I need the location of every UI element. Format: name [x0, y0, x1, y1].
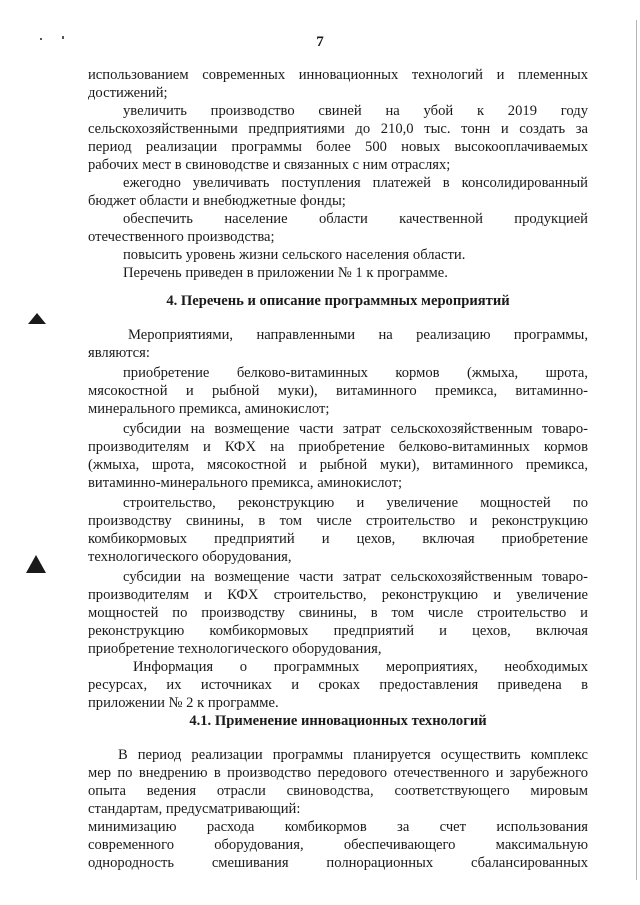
text-line: обеспечить население области качественной продукцией	[123, 211, 588, 227]
text-line: В период реализации программы планируется осуществить комплекс	[118, 747, 588, 763]
text-line: повысить уровень жизни сельского населения области.	[123, 247, 466, 263]
text-line: ресурсах, их источниках и сроках предоставления приведена в	[88, 677, 588, 693]
text-line: стандартам, предусматривающий:	[88, 801, 301, 817]
text-line: бюджет области и внебюджетные фонды;	[88, 193, 346, 209]
text-line: реконструкцию комбикормовых предприятий и цехов, включая	[88, 623, 588, 639]
text-line: достижений;	[88, 85, 168, 101]
text-line: мер по внедрению в производство передового отечественного и зарубежного	[88, 765, 588, 781]
page-number: 7	[316, 34, 324, 50]
text-line: витаминно-минерального премикса, аминокислот;	[88, 475, 403, 491]
text-line: приобретение белково-витаминных кормов (жмыха, шрота,	[123, 365, 588, 381]
text-line: Информация о программных мероприятиях, необходимых	[133, 659, 588, 675]
text-line: минимизацию расхода комбикормов за счет использования	[88, 819, 588, 835]
text-line: сельскохозяйственными предприятиями до 210,0 тыс. тонн и создать за	[88, 121, 588, 137]
text-line: производству свинины, в том числе строительство и реконструкцию	[88, 513, 588, 529]
text-line: использованием современных инновационных технологий и племенных	[88, 67, 588, 83]
text-line: период реализации программы более 500 новых высокооплачиваемых	[88, 139, 588, 155]
text-line: увеличить производство свиней на убой к 2019 году	[123, 103, 588, 119]
text-line: мощностей по производству свинины, в том числе строительство и	[88, 605, 588, 621]
text-line: комбикормовых предприятий и цехов, включая приобретение	[88, 531, 588, 547]
scan-speck	[62, 36, 64, 39]
section-heading: 4. Перечень и описание программных мероприятий	[166, 293, 510, 309]
text-line: являются:	[88, 345, 150, 361]
text-line: (жмыха, шрота, мясокостной и рыбной муки), витаминного премикса,	[88, 457, 588, 473]
scan-speck	[40, 38, 42, 40]
text-line: Мероприятиями, направленными на реализацию программы,	[128, 327, 588, 343]
binding-hole-mark-2	[26, 555, 46, 573]
text-line: Перечень приведен в приложении № 1 к программе.	[123, 265, 448, 281]
text-line: приобретение технологического оборудования,	[88, 641, 382, 657]
text-line: технологического оборудования,	[88, 549, 292, 565]
text-line: субсидии на возмещение части затрат сельскохозяйственным товаро-	[123, 421, 588, 437]
scan-edge-line	[636, 20, 637, 880]
text-line: однородность смешивания полнорационных сбалансированных	[88, 855, 588, 871]
text-line: производителям и КФХ на приобретение белково-витаминных кормов	[88, 439, 588, 455]
text-line: мясокостной и рыбной муки), витаминного премикса, витаминно-	[88, 383, 588, 399]
text-line: строительство, реконструкцию и увеличение мощностей по	[123, 495, 588, 511]
text-line: рабочих мест в свиноводстве и связанных с ним отраслях;	[88, 157, 451, 173]
text-line: производителям и КФХ строительство, реконструкцию и увеличение	[88, 587, 588, 603]
text-line: приложении № 2 к программе.	[88, 695, 279, 711]
text-line: ежегодно увеличивать поступления платежей в консолидированный	[123, 175, 588, 191]
text-line: опыта ведения отрасли свиноводства, соответствующего мировым	[88, 783, 588, 799]
text-line: субсидии на возмещение части затрат сельскохозяйственным товаро-	[123, 569, 588, 585]
text-line: минерального премикса, аминокислот;	[88, 401, 330, 417]
section-heading: 4.1. Применение инновационных технологий	[189, 713, 487, 729]
binding-hole-mark-1	[28, 313, 46, 324]
text-line: отечественного производства;	[88, 229, 275, 245]
text-line: современного оборудования, обеспечивающего максимальную	[88, 837, 588, 853]
